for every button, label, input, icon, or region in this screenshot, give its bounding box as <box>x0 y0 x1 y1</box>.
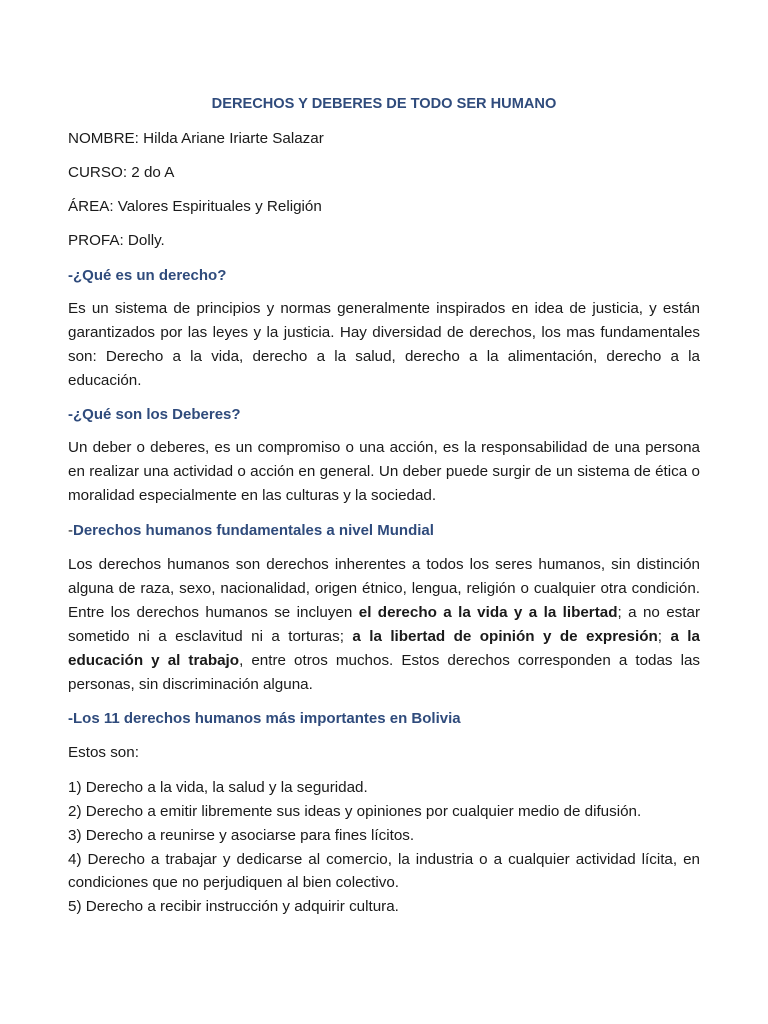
heading-que-son-deberes: -¿Qué son los Deberes? <box>68 406 241 423</box>
document-title: DERECHOS Y DEBERES DE TODO SER HUMANO <box>211 96 557 112</box>
teacher: PROFA: Dolly. <box>68 232 165 249</box>
student-name: NOMBRE: Hilda Ariane Iriarte Salazar <box>68 130 324 147</box>
list-item: 4) Derecho a trabajar y dedicarse al comercio, la industria o a cualquier actividad lícita, en condiciones que no perjudiquen al bien colectivo. <box>68 851 700 891</box>
paragraph-derechos-mundial <box>68 553 700 697</box>
paragraph-text: Los derechos humanos son derechos inherentes a todos los seres humanos, sin distinción alguna de raza, sexo, nacionalidad, origen étnico, lengua, religión o cualquier otra condición. Entre los derechos humanos se incluyen <box>68 556 700 621</box>
bold-vida-libertad: el derecho a la vida y a la libertad <box>358 604 618 621</box>
paragraph-derecho: Es un sistema de principios y normas generalmente inspirados en idea de justicia, y están garantizados por las leyes y la justicia. Hay diversidad de derechos, los mas fundamentales son: Derecho a la vida, derecho a la salud, derecho a la alimentación, derecho a la educación. <box>68 300 700 389</box>
heading-dash: - <box>68 522 73 539</box>
heading-derechos-bolivia: -Los 11 derechos humanos más importantes en Bolivia <box>68 710 461 727</box>
paragraph-text: ; a no estar sometido ni a esclavitud ni a torturas; <box>68 604 700 645</box>
list-item: 3) Derecho a reunirse y asociarse para fines lícitos. <box>68 827 415 844</box>
course: CURSO: 2 do A <box>68 164 175 181</box>
bold-educacion-trabajo: a la educación y al trabajo <box>68 628 700 669</box>
heading-derechos-mundial-text: Derechos humanos fundamentales a nivel Mundial <box>73 522 434 539</box>
paragraph-deberes: Un deber o deberes, es un compromiso o una acción, es la responsabilidad de una persona en realizar una actividad o acción en general. Un deber puede surgir de un sistema de ética o moralidad especialmente en las culturas y la sociedad. <box>68 439 700 504</box>
heading-derechos-mundial <box>68 519 434 543</box>
bold-opinion-expresion: a la libertad de opinión y de expresión <box>352 628 658 645</box>
list-intro: Estos son: <box>68 744 139 761</box>
list-item: 5) Derecho a recibir instrucción y adquirir cultura. <box>68 898 399 915</box>
list-item: 1) Derecho a la vida, la salud y la seguridad. <box>68 779 368 796</box>
rights-list <box>68 776 700 919</box>
heading-que-es-derecho: -¿Qué es un derecho? <box>68 267 227 284</box>
list-item: 2) Derecho a emitir libremente sus ideas y opiniones por cualquier medio de difusión. <box>68 803 642 820</box>
document-page <box>68 0 700 1024</box>
paragraph-text: ; <box>657 628 671 645</box>
subject-area: ÁREA: Valores Espirituales y Religión <box>68 198 322 215</box>
paragraph-text: , entre otros muchos. Estos derechos corresponden a todas las personas, sin discriminación alguna. <box>68 652 700 693</box>
